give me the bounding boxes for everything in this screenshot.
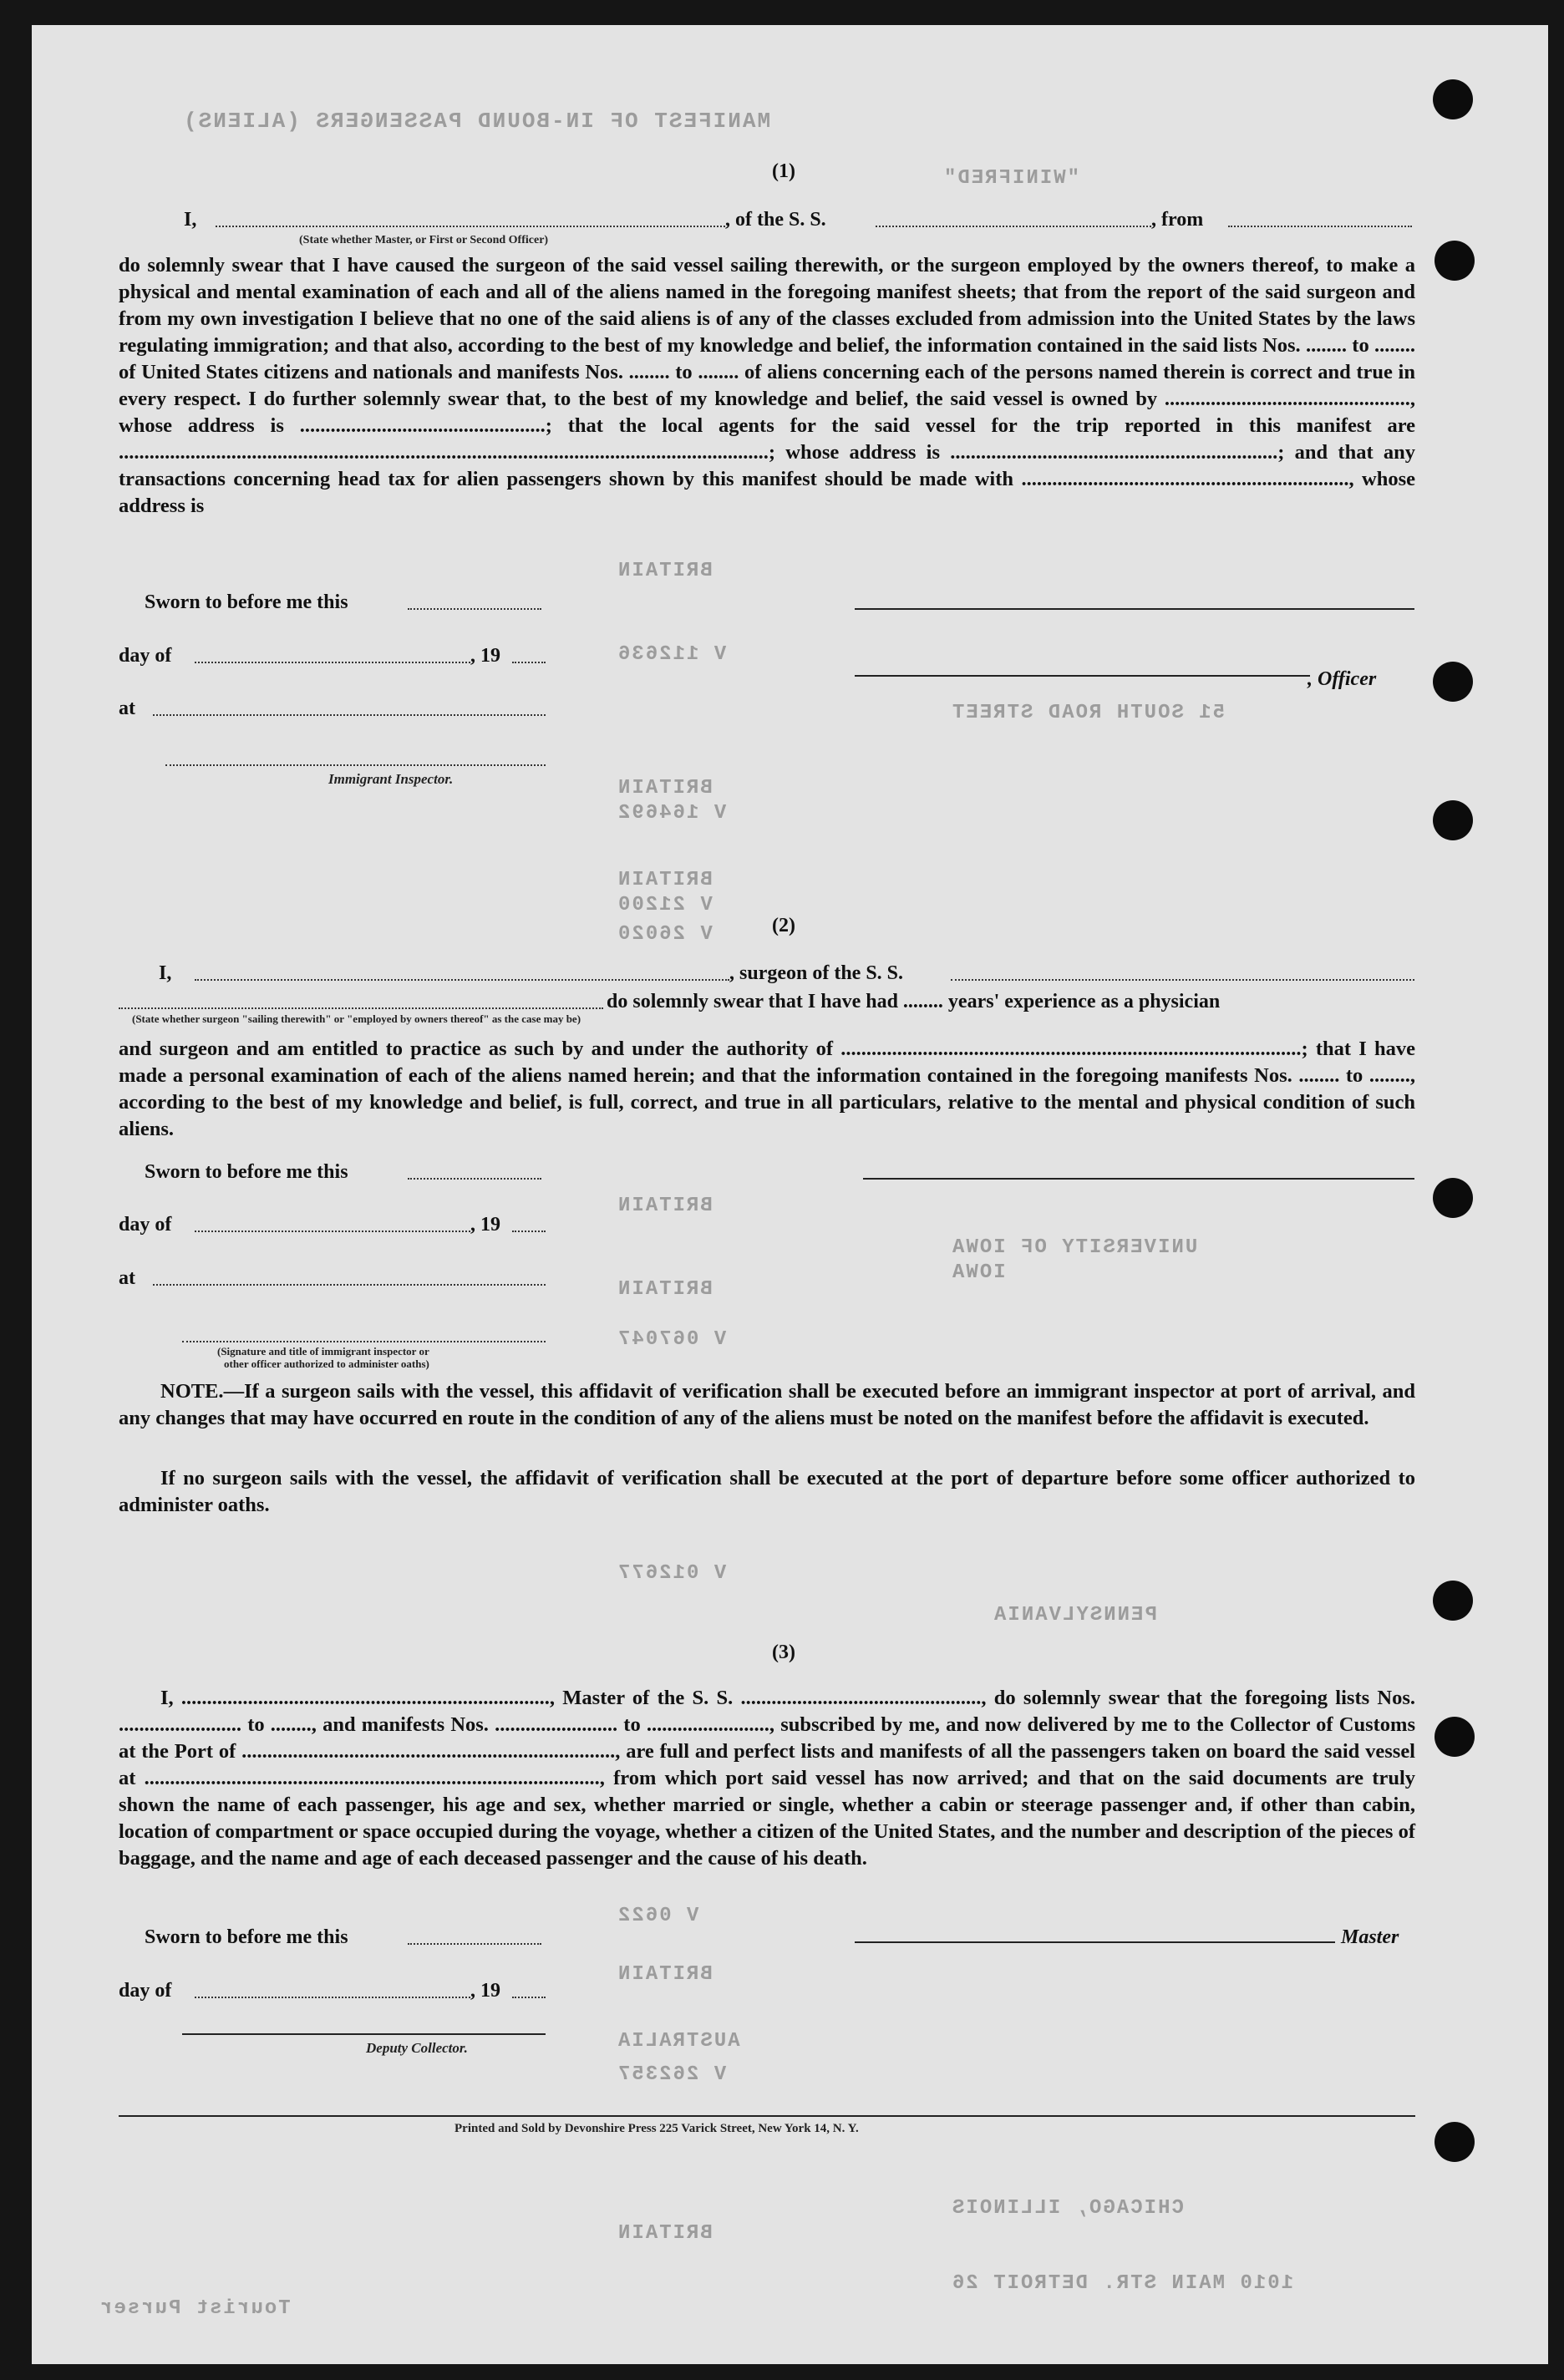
sworn-date-line	[408, 608, 541, 610]
section-2-sworn: Sworn to before me this	[145, 1161, 348, 1183]
section-1-day-of: day of	[119, 645, 172, 667]
vessel-name-line	[876, 226, 1151, 227]
bleed-through-country: BRITAIN	[617, 2222, 713, 2245]
bleed-through-address: 51 SOUTH ROAD STREET	[951, 702, 1226, 724]
section-1-year: , 19	[470, 645, 500, 667]
section-3-day-of: day of	[119, 1980, 172, 2002]
bleed-through-visa: V 21200	[617, 894, 713, 916]
section-1-body: do solemnly swear that I have caused the surgeon of the said vessel sailing therewith, or the surgeon employed by the owners thereof, to make a physical and mental examination of each and all of the aliens named in the foregoing manifest sheets; that from the report of the said surgeon and from my own investigation I believe that no one of the said aliens is of any of the classes excluded from admission into the United States by the laws regulating immigration; and that also, according to the best of my knowledge and belief, the information contained in the said lists Nos. ........ to ........ of United States citizens and nationals and manifests Nos. ........ to ........ of aliens concerning each of the persons named therein is correct and true in every respect. I do further solemnly swear that, to the best of my knowledge and belief, the said vessel is owned by ................................................, whose address is ................................................; that the local agents for the said vessel for the trip reported in this manifest are ...............................................................................................................................; whose address is ................................................................; and that any transactions concerning head tax for alien passengers shown by this manifest should be made with ................................................................, whose address is	[119, 254, 1415, 517]
officer-signature-line	[855, 608, 1414, 610]
punch-hole	[1435, 1717, 1475, 1757]
section-2-year: , 19	[470, 1214, 500, 1236]
section-1-sworn: Sworn to before me this	[145, 591, 348, 613]
section-3-collector: Deputy Collector.	[366, 2040, 468, 2056]
collector-line	[182, 2033, 546, 2035]
sworn3-date-line	[408, 1943, 541, 1945]
section-2-sig-caption-2: other officer authorized to administer oaths)	[224, 1357, 429, 1370]
day2-line	[195, 1231, 470, 1232]
section-2-line2: do solemnly swear that I have had ........ years' experience as a physician	[607, 991, 1221, 1012]
section-1-officer: , Officer	[1308, 668, 1377, 690]
day3-line	[195, 1997, 470, 1998]
section-2-sig-caption-1: (Signature and title of immigrant inspector or	[217, 1345, 429, 1357]
section-2-body: and surgeon and am entitled to practice as such by and under the authority of ..........................................................................................; that I have made a personal examination of each of the aliens named herein; and that the information contained in the foregoing manifests Nos. ........ to ........, according to the best of my knowledge and belief, is full, correct, and true in all particulars, relative to the mental and physical condition of such aliens.	[119, 1038, 1415, 1140]
bleed-through-visa: V 112636	[617, 643, 727, 666]
bleed-through-visa: V 0622	[617, 1905, 699, 1927]
section-1-from: , from	[1151, 209, 1204, 231]
bleed-through-country: BRITAIN	[617, 1278, 713, 1301]
footer-rule	[119, 2115, 1415, 2117]
bleed-through-visa: V 164692	[617, 802, 727, 825]
year3-line	[512, 1997, 546, 1998]
bleed-through-address: PENNSYLVANIA	[993, 1604, 1157, 1626]
section-1-i: I,	[184, 209, 197, 231]
section-2-at: at	[119, 1267, 135, 1289]
section-2-day-of: day of	[119, 1214, 172, 1236]
section-1-inspector: Immigrant Inspector.	[328, 771, 454, 787]
note-body: —If a surgeon sails with the vessel, this affidavit of verification shall be executed before an immigrant inspector at port of arrival, and any changes that may have occurred en route in the condition of any of the aliens must be noted on the manifest before the affidavit is executed.	[119, 1380, 1415, 1429]
section-1-of-the-ss: , of the S. S.	[725, 209, 826, 231]
sworn2-date-line	[408, 1178, 541, 1180]
punch-hole	[1433, 1581, 1473, 1621]
surgeon-status-line	[119, 1007, 603, 1009]
section-1-number: (1)	[772, 160, 795, 182]
punch-hole	[1435, 241, 1475, 281]
section-2-caption: (State whether surgeon "sailing therewith" or "employed by owners thereof" as the case may be)	[132, 1012, 581, 1025]
bleed-through-country: BRITAIN	[617, 777, 713, 799]
document-page	[32, 25, 1548, 2364]
bleed-through-country: AUSTRALIA	[617, 2030, 740, 2053]
year-line	[512, 662, 546, 663]
bleed-through-address: IOWA	[951, 1261, 1006, 1284]
section-3-year: , 19	[470, 1980, 500, 2002]
bleed-through-country: BRITAIN	[617, 1963, 713, 1986]
inspector-line	[165, 764, 546, 766]
bleed-through-address: 1010 MAIN STR. DETROIT 26	[951, 2272, 1294, 2295]
inspector2-line	[182, 1341, 546, 1342]
section-1-at: at	[119, 698, 135, 719]
at2-line	[153, 1284, 546, 1286]
bleed-through-country: BRITAIN	[617, 869, 713, 891]
section-3-number: (3)	[772, 1642, 795, 1663]
section-3-master: Master	[1341, 1926, 1399, 1948]
punch-hole	[1433, 662, 1473, 702]
bleed-through-visa: V 067047	[617, 1328, 727, 1351]
bleed-through-ship: "WINIFRED"	[942, 167, 1080, 190]
punch-hole	[1435, 2122, 1475, 2162]
bleed-through-country: BRITAIN	[617, 1195, 713, 1217]
section-2-i: I,	[159, 962, 172, 984]
at-line	[153, 714, 546, 716]
punch-hole	[1433, 800, 1473, 840]
officer-line	[855, 675, 1310, 677]
inspector2-signature-line	[863, 1178, 1414, 1180]
section-2-note	[119, 1378, 1415, 1432]
year2-line	[512, 1231, 546, 1232]
section-3-sworn: Sworn to before me this	[145, 1926, 348, 1948]
punch-hole	[1433, 79, 1473, 119]
bleed-through-purser: Tourist Purser	[99, 2297, 291, 2320]
footer-printer: Printed and Sold by Devonshire Press 225 Varick Street, New York 14, N. Y.	[454, 2122, 859, 2135]
from-port-line	[1228, 226, 1412, 227]
section-1-caption: (State whether Master, or First or Second Officer)	[299, 234, 549, 246]
master-signature-line	[855, 1941, 1335, 1943]
section-3-body: I, ........................................................................, Master of the S. S. ..............................................., do solemnly swear that the foregoing lists Nos. ........................ to ........, and manifests Nos. ........................ to ........................, subscribed by me, and now delivered by me to the Collector of Customs at the Port of ........................................................................., are full and perfect lists and manifests of all the passengers taken on board the said vessel at ........................................................................................., from which port said vessel has now arrived; and that on the said documents are truly shown the name of each passenger, his age and sex, whether married or single, whether a cabin or steerage passenger and, if other than cabin, location of compartment or space occupied during the voyage, whether a citizen of the United States, and the number and description of the pieces of baggage, and the name and age of each deceased passenger and the cause of his death.	[119, 1687, 1415, 1870]
bleed-through-visa: V 012677	[617, 1562, 727, 1585]
day-line	[195, 662, 470, 663]
note-label: NOTE.	[160, 1380, 224, 1403]
bleed-through-visa: V 26020	[617, 923, 713, 946]
section-2-surgeon: , surgeon of the S. S.	[729, 962, 904, 984]
bleed-through-heading: MANIFEST OF IN-BOUND PASSENGERS (ALIENS)	[182, 109, 771, 134]
bleed-through-address: CHICAGO, ILLINOIS	[951, 2197, 1184, 2220]
bleed-through-visa: V 262357	[617, 2063, 727, 2086]
punch-hole	[1433, 1178, 1473, 1218]
bleed-through-country: BRITAIN	[617, 560, 713, 582]
section-2-number: (2)	[772, 915, 795, 936]
section-2-note2: If no surgeon sails with the vessel, the affidavit of verification shall be executed at the port of departure before some officer authorized to administer oaths.	[119, 1467, 1415, 1516]
officer-name-line	[216, 226, 725, 227]
surgeon-name-line	[195, 979, 729, 981]
bleed-through-address: UNIVERSITY OF IOWA	[951, 1236, 1198, 1259]
surgeon-vessel-line	[951, 979, 1414, 981]
